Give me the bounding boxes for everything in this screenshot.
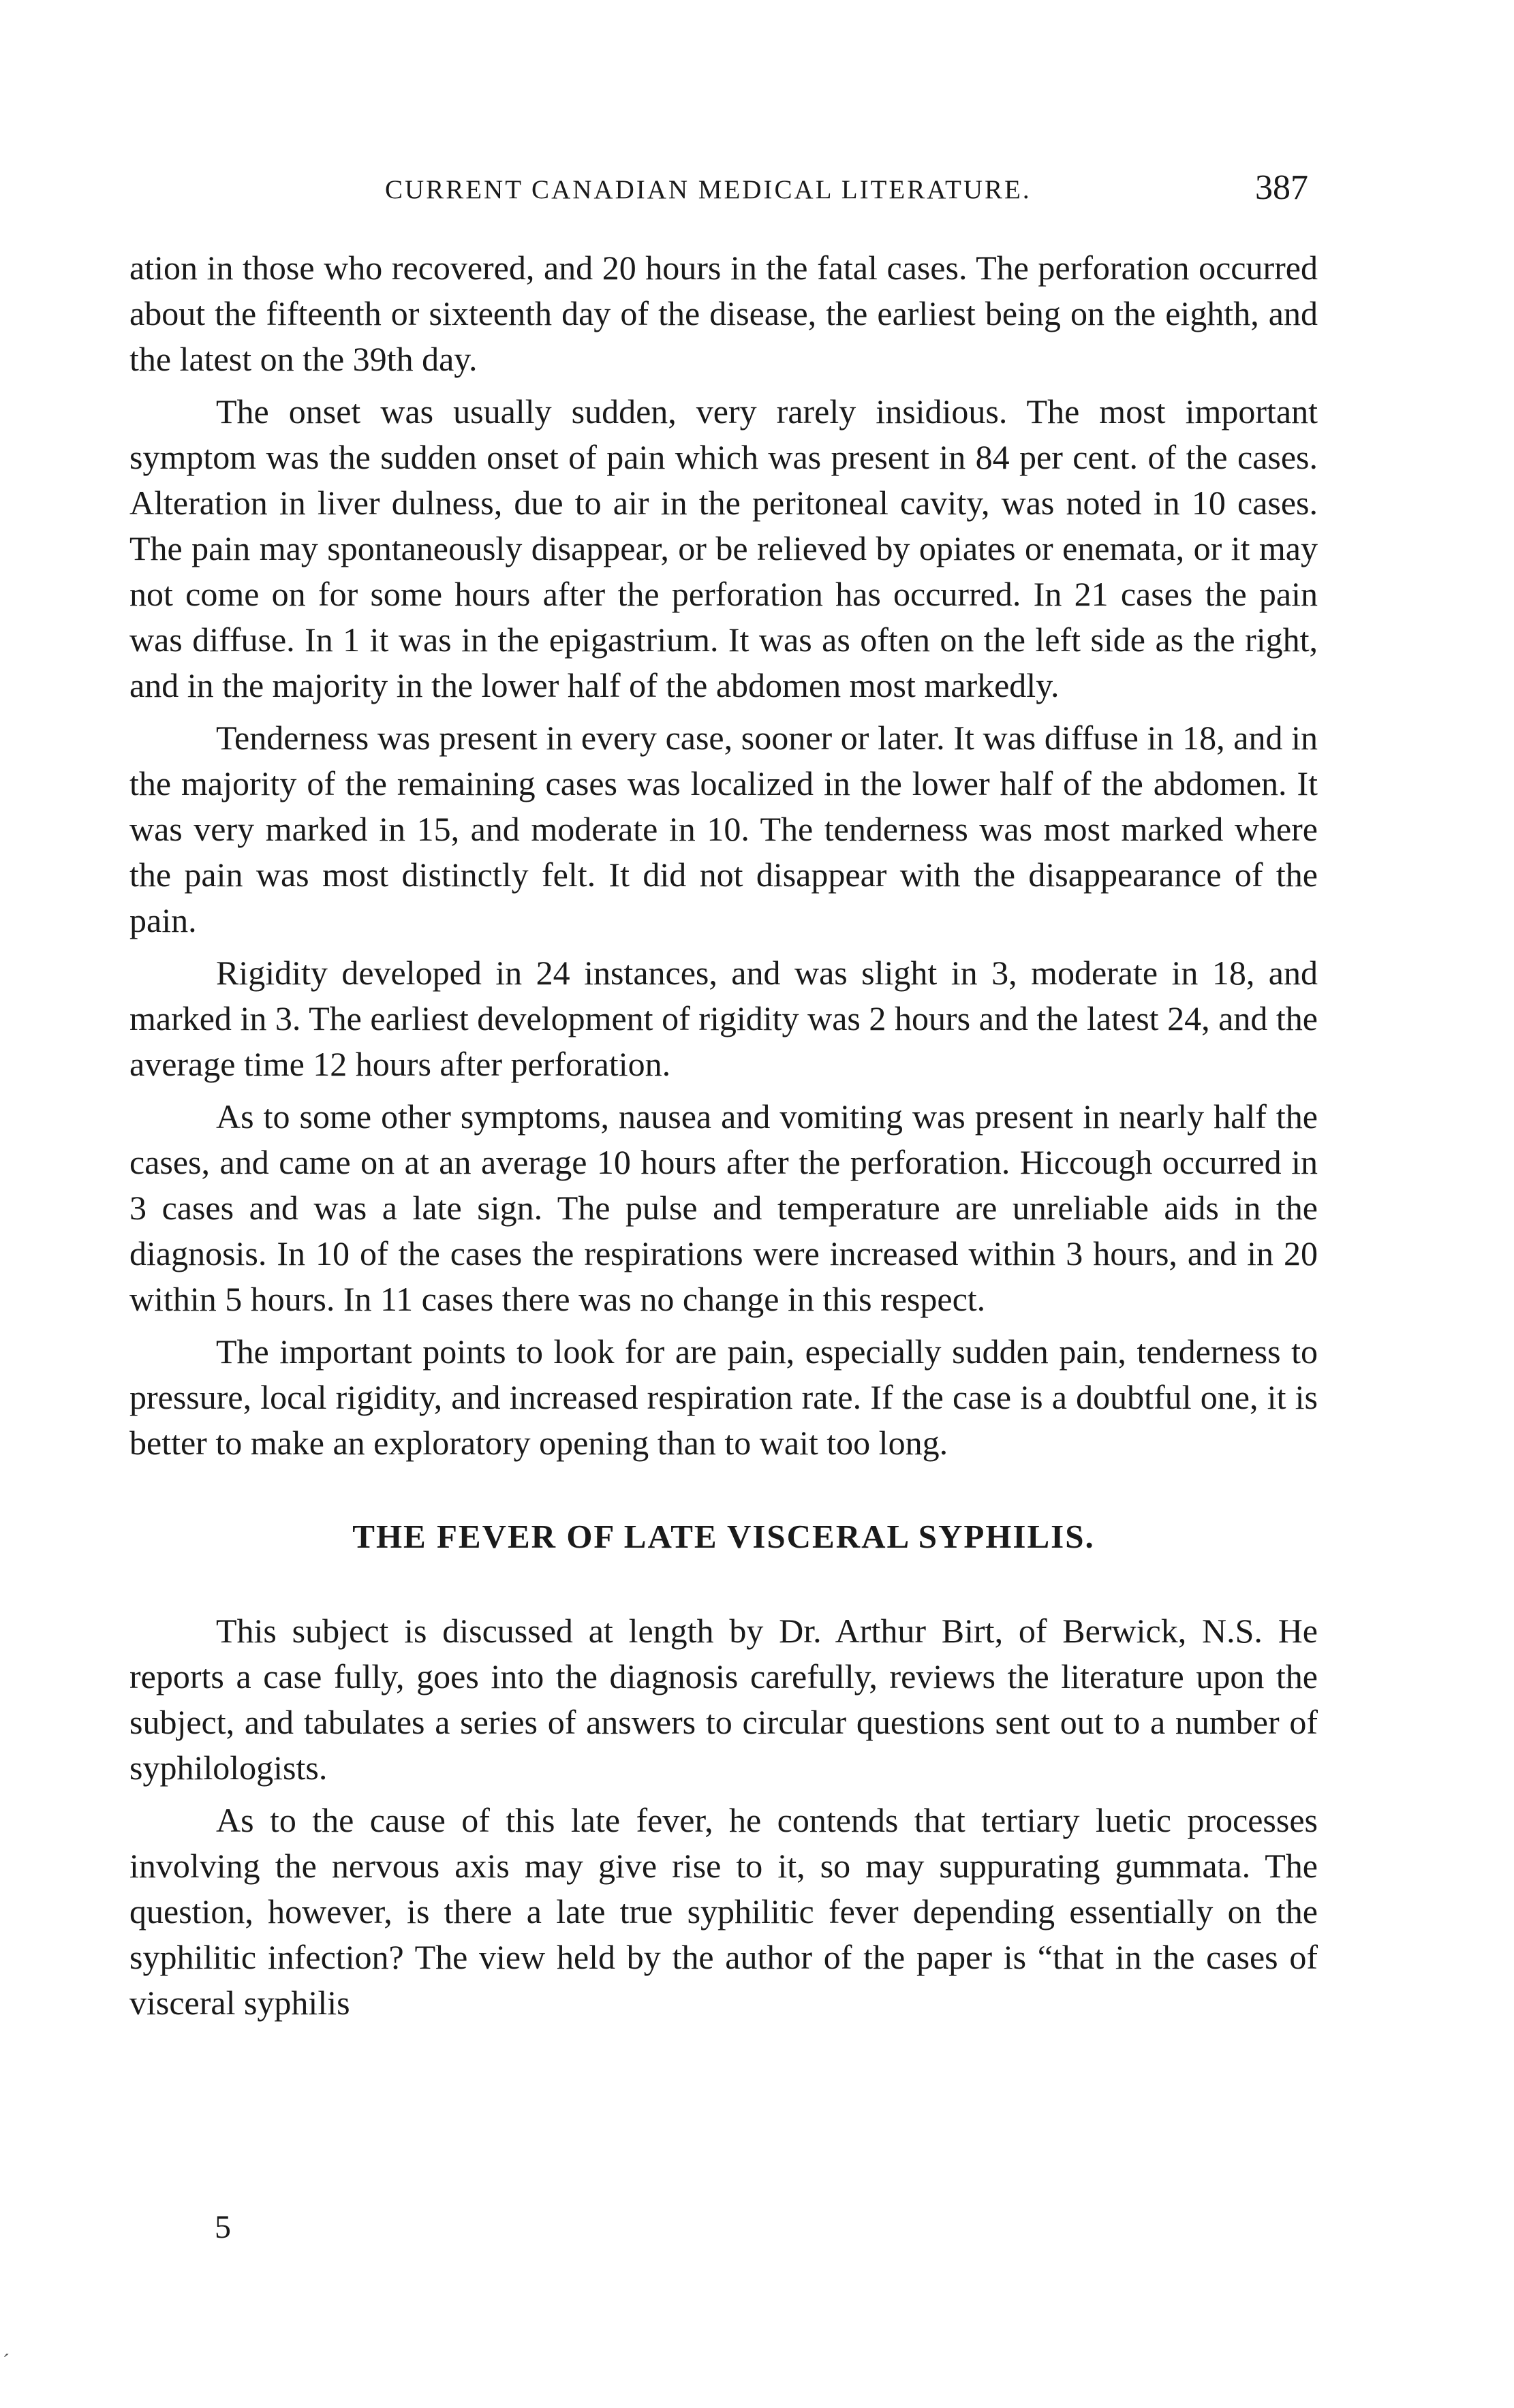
paragraph: Tenderness was present in every case, sooner or later. It was diffuse in 18, and in the majority of the remaining cases was localized in the lower half of the abdomen. It was very marked in 15, and moderate in 10. The tenderness was most marked where the pain was most distinctly felt. It did not disappear with the disappearance of the pain. <box>129 719 1318 939</box>
paragraph: The onset was usually sudden, very rarely insidious. The most important symptom was the sudden onset of pain which was present in 84 per cent. of the cases. Alteration in liver dulness, due to air in the peritoneal cavity, was noted in 10 cases. The pain may spontaneously disappear, or be relieved by opiates or enemata, or it may not come on for some hours after the perforation has occurred. In 21 cases the pain was diffuse. In 1 it was in the epigastrium. It was as often on the left side as the right, and in the majority in the lower half of the abdomen most markedly. <box>129 392 1318 704</box>
paragraph: As to some other symptoms, nausea and vomiting was present in nearly half the cases, and came on at an average 10 hours after the perforation. Hiccough occurred in 3 cases and was a late sign. The pulse and temperature are unreliable aids in the diagnosis. In 10 of the cases the respirations were increased within 3 hours, and in 20 within 5 hours. In 11 cases there was no change in this respect. <box>129 1097 1318 1318</box>
page-body <box>129 245 1318 2033</box>
section-paragraph: This subject is discussed at length by Dr. Arthur Birt, of Berwick, N.S. He reports a case fully, goes into the diagnosis carefully, reviews the literature upon the subject, and tabulates a series of answers to circular questions sent out to a number of syphilologists. <box>129 1612 1318 1787</box>
page-number: 387 <box>1255 168 1308 207</box>
edge-mark: ´ <box>3 2350 10 2373</box>
paragraph: ation in those who recovered, and 20 hours in the fatal cases. The perforation occurred about the fifteenth or sixteenth day of the disease, the earliest being on the eighth, and the latest on the 39th day. <box>129 249 1318 378</box>
signature-mark: 5 <box>215 2209 231 2245</box>
section-paragraph: As to the cause of this late fever, he contends that tertiary luetic processes involving the nervous axis may give rise to it, so may suppurating gummata. The question, however, is there a late true syphilitic fever depending essentially on the syphilitic infection? The view held by the author of the paper is “that in the cases of visceral syphilis <box>129 1801 1318 2022</box>
paragraph: The important points to look for are pain, especially sudden pain, tenderness to pressure, local rigidity, and increased respiration rate. If the case is a doubtful one, it is better to make an exploratory opening than to wait too long. <box>129 1332 1318 1462</box>
paragraph: Rigidity developed in 24 instances, and was slight in 3, moderate in 18, and marked in 3. The earliest development of rigidity was 2 hours and the latest 24, and the average time 12 hours after perforation. <box>129 954 1318 1083</box>
section-heading: THE FEVER OF LATE VISCERAL SYPHILIS. <box>352 1518 1095 1555</box>
running-title: CURRENT CANADIAN MEDICAL LITERATURE. <box>385 175 1032 204</box>
running-header <box>129 168 1308 215</box>
